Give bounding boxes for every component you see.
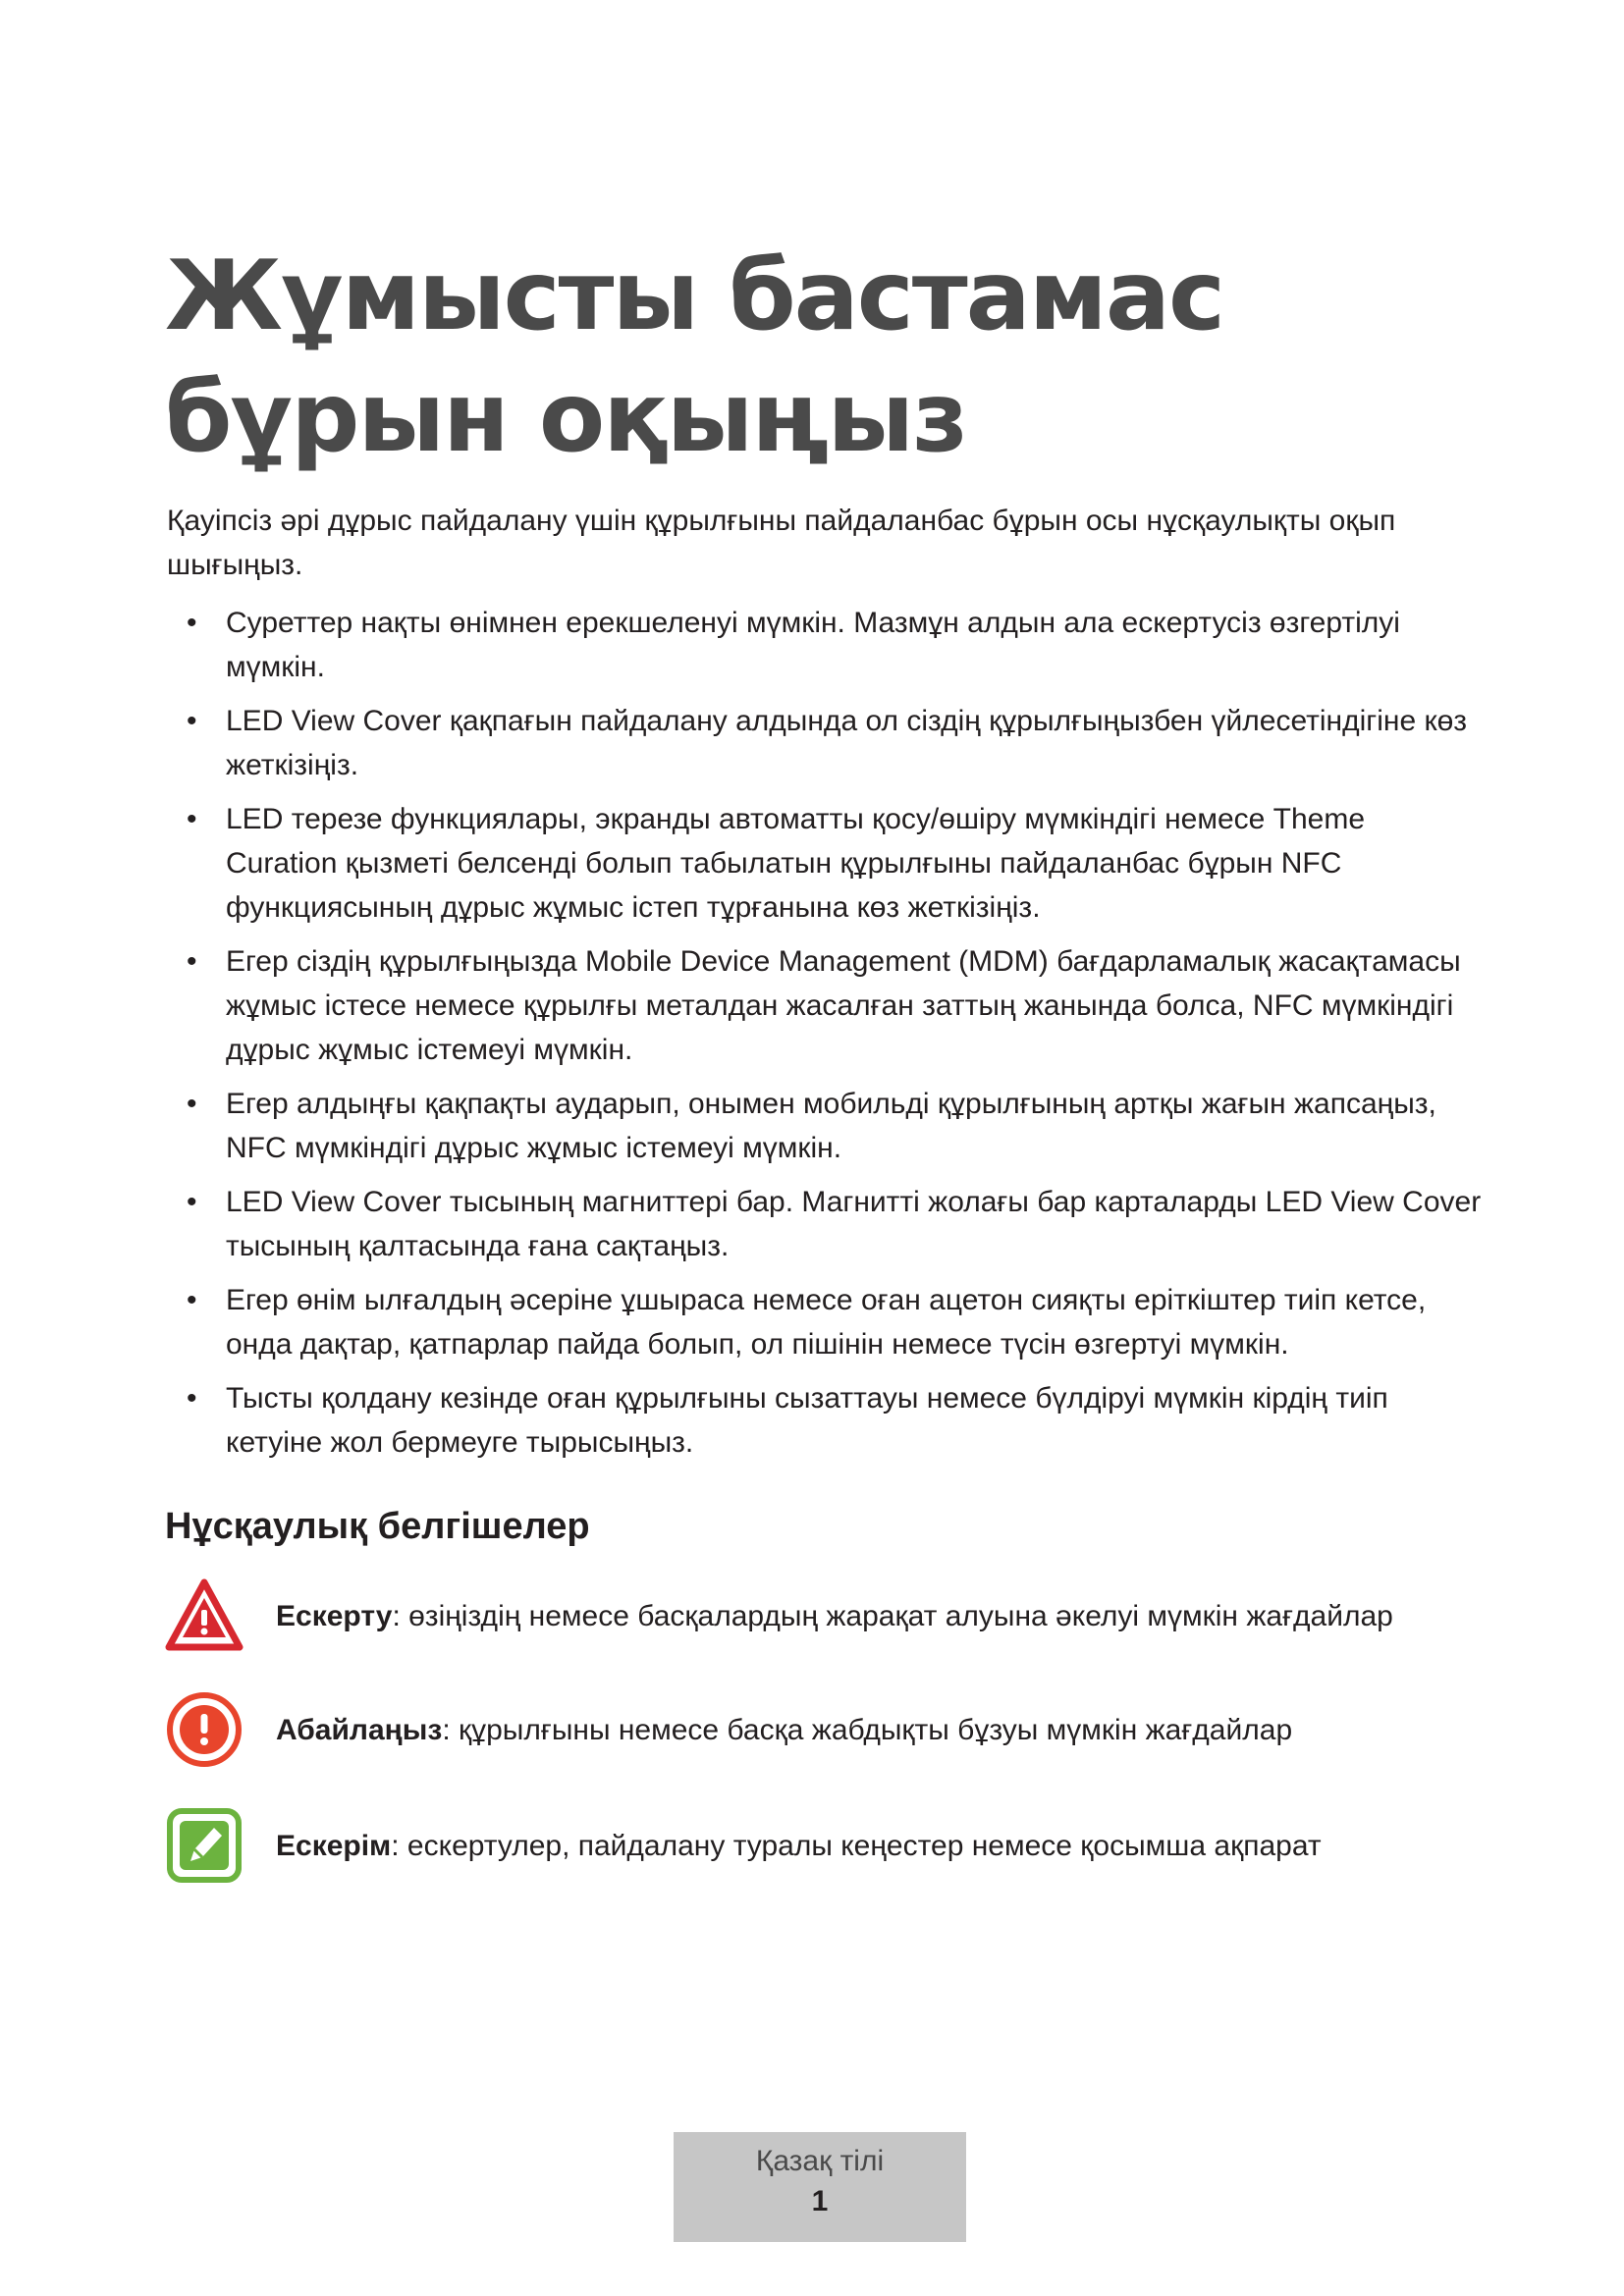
notice-note-description: ескертулер, пайдалану туралы кеңестер немесе қосымша ақпарат [406,1830,1322,1862]
list-item-text: LED View Cover қақпағын пайдалану алдында ол сіздің құрылғыңызбен үйлесетіндігіне көз жеткізіңіз. [226,705,1468,781]
list-item-text: Егер сіздің құрылғыңызда Mobile Device Management (MDM) бағдарламалық жасақтамасы жұмыс істесе немесе құрылғы металдан жасалған заттың жанында болса, NFC мүмкіндігі дұрыс жұмыс істемеуі мүмкін. [226,945,1461,1066]
intro-paragraph: Қауіпсіз әрі дұрыс пайдалану үшін құрылғыны пайдаланбас бұрын осы нұсқаулықты оқып шығыңыз. [167,505,1396,581]
list-item-text: Тысты қолдану кезінде оған құрылғыны сызаттауы немесе бүлдіруі мүмкін кірдің тиіп кетуіне жол бермеуге тырысыңыз. [226,1382,1388,1459]
list-item [167,1376,1483,1465]
bullet-dot: • [187,1186,197,1218]
notice-separator: : [391,1830,407,1862]
list-item-text: Егер өнім ылғалдың әсеріне ұшыраса немесе оған ацетон сияқты еріткіштер тиіп кетсе, онда дақтар, қатпарлар пайда болып, ол пішінін немесе түсін өзгертуі мүмкін. [226,1284,1427,1361]
notice-note-text [276,1824,1322,1868]
notice-note-label: Ескерім [276,1830,392,1862]
bullet-dot: • [187,1088,197,1120]
bullet-list [167,601,1483,1474]
note-pencil-icon [165,1806,244,1885]
notice-separator: : [442,1714,459,1746]
list-item [167,601,1483,689]
list-item [167,1180,1483,1268]
page-number: 1 [811,2185,829,2217]
list-item-text: LED View Cover тысының магниттері бар. Магнитті жолағы бар карталарды LED View Cover тысының қалтасында ғана сақтаңыз. [226,1186,1482,1262]
list-item-text: LED терезе функциялары, экранды автоматты қосу/өшіру мүмкіндігі немесе Theme Curation қызметі белсенді болып табылатын құрылғыны пайдаланбас бұрын NFC функциясының дұрыс жұмыс істеп тұрғанына көз жеткізіңіз. [226,803,1366,924]
list-item [167,797,1483,930]
list-item [167,939,1483,1072]
list-item [167,1278,1483,1366]
notice-caution-text [276,1708,1292,1752]
list-item [167,699,1483,787]
notice-caution-description: құрылғыны немесе басқа жабдықты бұзуы мүмкін жағдайлар [459,1714,1293,1746]
bullet-dot: • [187,1284,197,1316]
page-title: Жұмысты бастамас бұрын оқыңыз [165,240,1224,474]
notice-note [165,1806,1461,1887]
warning-triangle-icon [165,1576,244,1655]
notice-separator: : [392,1600,409,1632]
bullet-dot: • [187,705,197,737]
caution-circle-icon [165,1690,244,1769]
list-item-text: Егер алдыңғы қақпақты аударып, онымен мобильді құрылғының артқы жағын жапсаңыз, NFC мүмкіндігі дұрыс жұмыс істемеуі мүмкін. [226,1088,1436,1164]
notice-warning-description: өзіңіздің немесе басқалардың жарақат алуына әкелуі мүмкін жағдайлар [408,1600,1393,1632]
notice-warning [165,1576,1461,1657]
footer-page-box [674,2132,966,2242]
notice-caution-label: Абайлаңыз [276,1714,443,1746]
bullet-dot: • [187,803,197,835]
list-item [167,1082,1483,1170]
bullet-dot: • [187,1382,197,1415]
bullet-dot: • [187,945,197,978]
notice-warning-text [276,1594,1393,1638]
notice-warning-label: Ескерту [276,1600,393,1632]
list-item-text: Суреттер нақты өнімнен ерекшеленуі мүмкін. Мазмұн алдын ала ескертусіз өзгертілуі мүмкін. [226,607,1400,683]
section-title-icons: Нұсқаулық белгішелер [165,1506,590,1547]
footer-language: Қазақ тілі [755,2145,885,2177]
notice-caution [165,1690,1461,1771]
bullet-dot: • [187,607,197,639]
